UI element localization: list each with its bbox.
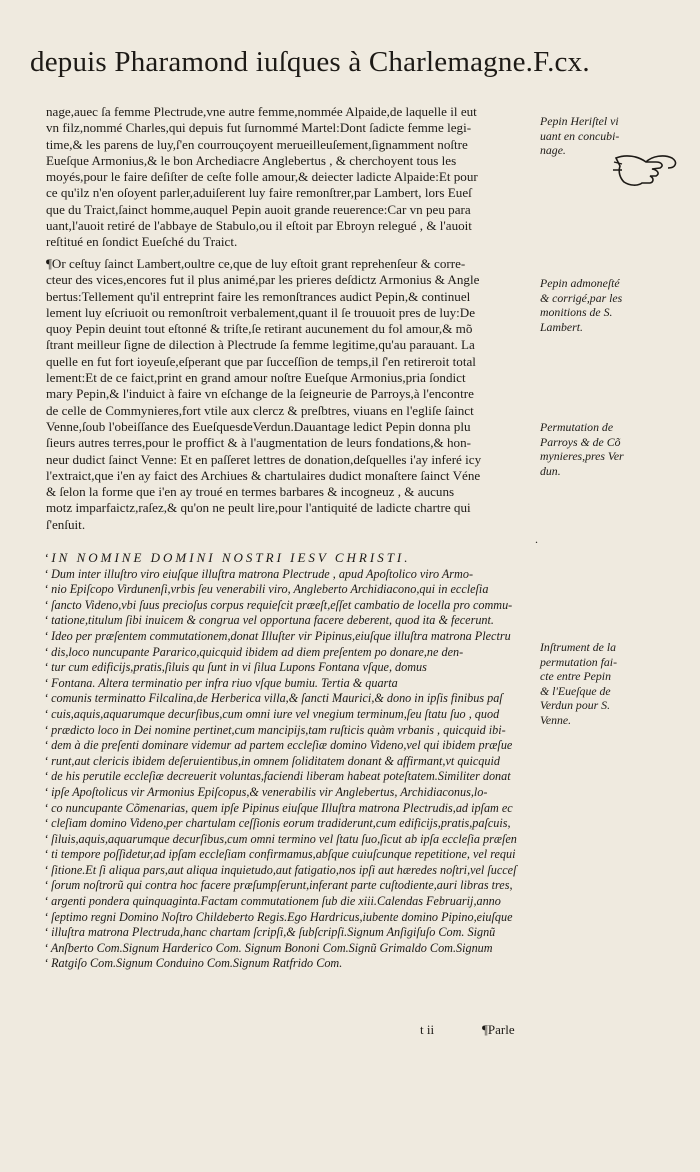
text-line: quoy Pepin deuint tout eſtonné & triſte,ſe retirant aucunement du fol amour,& mõ: [46, 321, 473, 337]
text-line: de celle de Commynieres,fort vtile aux clercz & preſbtres, viuans en l'egliſe ſainct: [46, 402, 474, 418]
margin-line: Pepin admoneſté: [540, 276, 620, 290]
text-line: mary Pepin,& l'induict à faire vn eſchange de la ſeigneurie de Parroys,à l'encontre: [46, 386, 474, 402]
text-line: bertus:Tellement qu'il entreprint faire les remonſtrances audict Pepin,& continuel: [46, 288, 471, 304]
margin-line: & corrigé,par les: [540, 290, 623, 305]
margin-line: mynieres,pres Ver: [540, 449, 624, 463]
margin-line: Pepin Heriſtel vi: [540, 114, 619, 128]
text-line: Venne,ſoub l'obeiſſance des EueſquesdeVerdun.Dauantage ledict Pepin donna plu: [46, 418, 471, 434]
margin-line: dun.: [540, 463, 561, 478]
charter-line: ‘ Dum inter illuſtro viro eiuſque illuſtra matrona Plectrude , apud Apoſtolico viro Armo-: [44, 566, 474, 581]
charter-line: ‘ dem à die preſenti dominare videmur ad partem eccleſiæ domino Videno,vel qui ibidem præſue: [44, 738, 513, 753]
charter-line: ‘ nio Epiſcopo Virdunenſi,vrbis ſeu venerabili viro, Angleberto Archidiacono,qui in eccleſia: [44, 582, 489, 597]
text-line: neur dudict ſainct Venne: Et en paſſeret lettres de donation,deſquelles i'ay inferé icy: [46, 451, 482, 467]
text-line: nage,auec ſa femme Plectrude,vne autre femme,nommée Alpaide,de laquelle il eut: [46, 104, 477, 119]
charter-line: ‘ Fontana. Altera terminatio per infra riuo vſque bumiu. Tertia & quarta: [44, 675, 398, 690]
charter-line: ‘ Anſberto Com.Signum Harderico Com. Signum Bononi Com.Signũ Grimaldo Com.Signum: [44, 940, 493, 955]
text-line: time,& les parens de luy,ſ'en courrouçoyent merueilleuſement,ſignamment noſtre: [46, 136, 468, 152]
text-line: ce qu'ilz n'en oſoyent parler,aduiſerent luy faire remonſtrer,par Lambert, lors Eueſ: [46, 185, 472, 201]
charter-line: ‘ runt,aut clericis ibidem deſeruientibus,in omnem ſoliditatem donant & affirmant,vt quicquid: [44, 753, 500, 768]
charter-line: ‘ tur cum edificijs,pratis,ſiluis qu ſunt in vi ſilua Lupons Fontana vſque, domus: [44, 660, 427, 675]
margin-note-admonition: [540, 276, 670, 334]
text-line: l'extraict,que i'en ay faict des Archiues & chartulaires dudict monaſtere ſainct Véne: [46, 467, 481, 483]
margin-line: Permutation de: [540, 420, 614, 434]
charter-line: ‘ prædicto loco in Dei nomine pertinet,cum mancipijs,tam ruſticis quàm vrbanis , quicquid ibi-: [44, 722, 506, 737]
latin-charter: [44, 550, 544, 972]
charter-line: ‘ ipſe Apoſtolicus vir Armonius Epiſcopus,& venerabilis vir Anglebertus, Archidiaconus,lo-: [44, 784, 488, 799]
text-line: moyés,pour le faire deſiſter de ceſte folle amour,& deiecter ladicte Alpaide:Et pour: [46, 169, 478, 185]
charter-line: ‘ cleſiam domino Videno,per chartulam ceſſionis eorum tradiderunt,cum edificijs,pratis,paſcuis,: [44, 816, 511, 831]
text-line: ſieurs autres terres,pour le proffict & à l'augmentation de leurs fondations,& hon-: [46, 435, 471, 451]
text-line: cteur des vices,encores fut il plus animé,par les prieres deſdictz Armonius & Angle: [46, 272, 480, 288]
charter-line: ‘ ſiluis,aquis,aquarumque decurſibus,cum omni termino vel ſtatu ſuo,ſicut ab ipſa eccleſia præſen: [44, 831, 517, 846]
margin-line: permutation fai-: [540, 654, 618, 669]
text-line: quelle en fut fort ioyeuſe,eſperant que par ſucceſſion de temps,il ſ'en retireroit total: [46, 353, 476, 369]
text-line: ſ'enſuit.: [46, 516, 86, 532]
signature-mark: t ii: [420, 1022, 435, 1037]
running-header: depuis Pharamond iuſques à Charlemagne.F.cx.: [30, 46, 590, 78]
text-line: & ſelon la forme que i'en ay troué en termes barbares & incogneuz , & aucuns: [46, 484, 455, 500]
catchword: ¶Parle: [482, 1022, 515, 1037]
paragraph-2: [46, 256, 536, 533]
margin-line: & l'Eueſque de: [540, 683, 611, 698]
margin-note-instrument: [540, 640, 670, 727]
charter-line: ‘ dis,loco nuncupante Pararico,quicquid ibidem ad diem preſentem po donare,ne den-: [44, 644, 464, 659]
margin-line: Lambert.: [540, 319, 583, 334]
text-line: ſtrant meilleur ſigne de dilection à Plectrude ſa femme legitime,qu'au parauant. La: [46, 337, 475, 353]
margin-line: uant en concubi-: [540, 128, 620, 143]
charter-line: ‘ argenti pondera quinquaginta.Factam commutationem ſub die xiii.Calendas Februarij,anno: [44, 894, 501, 909]
text-line: lement:Et de ce faict,print en grand amour noſtre Eueſque Armonius,pria ſondict: [46, 370, 466, 386]
charter-line: ‘ de his perutile eccleſiæ decreuerit voluntas,faciendi liberam habeat poteſtatem.Similiter donat: [44, 769, 511, 784]
charter-line: ‘ illuſtra matrona Plectruda,hanc chartam ſcripſi,& ſubſcripſi.Signum Anſigiſuſo Com. Signũ: [44, 925, 496, 940]
margin-line: monitions de S.: [540, 305, 613, 319]
margin-note-permutation: [540, 420, 670, 478]
text-line: lement luy eſcriuoit ou remonſtroit verbalement,quant il ſe trouuoit pres de luy:De: [46, 304, 476, 320]
page-footer: [0, 1022, 700, 1042]
margin-line: Venne.: [540, 712, 572, 727]
text-line: vn filz,nommé Charles,qui depuis fut ſurnommé Martel:Dont ſadicte femme legi-: [46, 120, 472, 136]
charter-line: ‘ ſitione.Et ſi aliqua pars,aut aliqua inquietudo,aut fatigatio,nos ipſi aut hæredes noſtri,vel ſucceſ: [44, 862, 517, 877]
paragraph-1: [46, 104, 536, 251]
charter-line: ‘ tatione,titulum ſibi inuicem & congrua vel opportuna facere deberent, quod ita & fecerunt.: [44, 613, 494, 628]
charter-title: ‘IN NOMINE DOMINI NOSTRI IESV CHRISTI.: [44, 550, 411, 565]
manicule-icon: [612, 148, 684, 196]
margin-line: nage.: [540, 143, 566, 157]
stray-mark: .: [535, 532, 538, 546]
text-line: uant,l'auoit retiré de l'abbaye de Stabulo,ou il eſtoit par Ebroyn relegué , & l'auoit: [46, 218, 472, 234]
margin-line: Verdun pour S.: [540, 698, 611, 712]
text-line: que du Traict,ſainct homme,auquel Pepin auoit grande reuerence:Car vn peu para: [46, 201, 471, 217]
text-line: reſtitué en ſondict Eueſché du Traict.: [46, 234, 238, 250]
charter-line: ‘ co nuncupante Cõmenarias, quem ipſe Pipinus eiuſque Illuſtra matrona Plectrudis,ad ipſam ec: [44, 800, 513, 815]
charter-line: ‘ ſancto Videno,vbi ſuus precioſus corpus requieſcit præeſt,eſſet cambatio de locella pro commu-: [44, 597, 513, 612]
text-line: ¶Or ceſtuy ſainct Lambert,oultre ce,que de luy eſtoit grant reprehenſeur & corre-: [46, 256, 466, 271]
margin-line: cte entre Pepin: [540, 669, 611, 683]
text-line: Eueſque Armonius,& le bon Archediacre Anglebertus , & cherchoyent tous les: [46, 152, 457, 168]
charter-line: ‘ Ratgiſo Com.Signum Conduino Com.Signum Ratfrido Com.: [44, 956, 343, 971]
charter-line: ‘ Ideo per præſentem commutationem,donat Illuſter vir Pipinus,eiuſque illuſtra matrona Plectru: [44, 628, 511, 643]
charter-line: ‘ cuis,aquis,aquarumque decurſibus,cum omni iure vel vnegium terminum,ſeu ſtatu ſuo , quod: [44, 706, 500, 721]
charter-line: ‘ ſorum noſtrorũ qui contra hoc facere præſumpſerunt,inferant parte cuſtodiente,auri libras tres,: [44, 878, 513, 893]
text-line: motz imparfaictz,raſez,& qu'on ne peult lire,pour l'antiquité de ladicte chartre qui: [46, 500, 471, 516]
charter-line: ‘ ſeptimo regni Domino Noſtro Childeberto Regis.Ego Hardricus,iubente domino Pipino,eiuſque: [44, 909, 513, 924]
charter-line: ‘ ti tempore poſſidetur,ad ipſam eccleſiam confirmamus,abſque cuiuſcunque repetitione, vel requi: [44, 847, 516, 862]
margin-line: Parroys & de Cõ: [540, 434, 621, 449]
charter-line: ‘ comunis terminatto Filcalina,de Herberica villa,& ſancti Maurici,& dono in ipſis finibus paſ: [44, 691, 503, 706]
margin-line: Inſtrument de la: [540, 640, 617, 654]
